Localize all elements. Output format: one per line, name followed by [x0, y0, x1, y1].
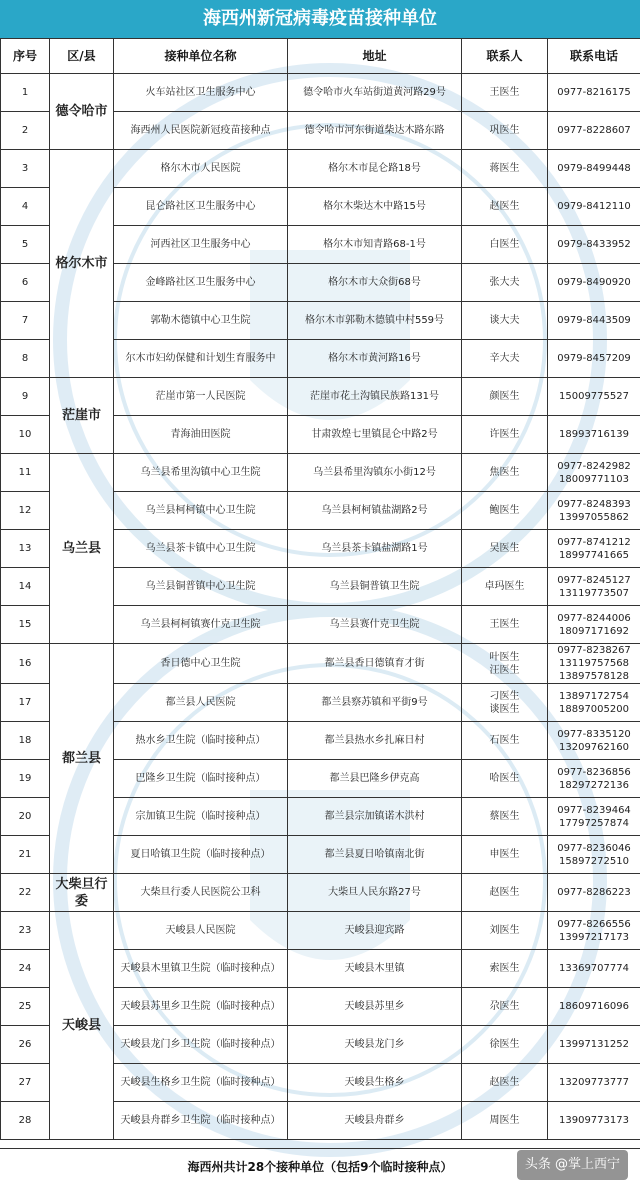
row-number: 26 [1, 1026, 50, 1064]
unit-name: 天峻县人民医院 [114, 912, 288, 950]
district-cell: 都兰县 [50, 644, 114, 874]
phone-number: 0979-8490920 [548, 264, 640, 302]
contact-person: 哈医生 [462, 760, 548, 798]
vaccination-sites-table [0, 38, 640, 1140]
district-cell: 茫崖市 [50, 378, 114, 454]
phone-number: 0979-8499448 [548, 150, 640, 188]
district-cell: 天峻县 [50, 912, 114, 1140]
address: 都兰县巴隆乡伊克高 [288, 760, 462, 798]
contact-person: 谈大夫 [462, 302, 548, 340]
address: 格尔木市郭勒木德镇中村559号 [288, 302, 462, 340]
address: 乌兰县茶卡镇盐湖路1号 [288, 530, 462, 568]
phone-number: 13369707774 [548, 950, 640, 988]
contact-person: 王医生 [462, 74, 548, 112]
phone-number: 0977-8228607 [548, 112, 640, 150]
district-cell: 格尔木市 [50, 150, 114, 378]
unit-name: 香日德中心卫生院 [114, 644, 288, 684]
row-number: 17 [1, 684, 50, 722]
phone-number: 18993716139 [548, 416, 640, 454]
row-number: 12 [1, 492, 50, 530]
address: 天峻县舟群乡 [288, 1102, 462, 1140]
phone-number: 0977-8248393 13997055862 [548, 492, 640, 530]
header-phone: 联系电话 [548, 39, 640, 74]
phone-number: 0977-8245127 13119773507 [548, 568, 640, 606]
contact-person: 刁医生 谈医生 [462, 684, 548, 722]
unit-name: 宗加镇卫生院（临时接种点） [114, 798, 288, 836]
row-number: 9 [1, 378, 50, 416]
address: 格尔木柴达木中路15号 [288, 188, 462, 226]
table-row [1, 378, 640, 416]
contact-person: 吴医生 [462, 530, 548, 568]
address: 德令哈市火车站街道黄河路29号 [288, 74, 462, 112]
header-address: 地址 [288, 39, 462, 74]
unit-name: 格尔木市人民医院 [114, 150, 288, 188]
row-number: 19 [1, 760, 50, 798]
row-number: 27 [1, 1064, 50, 1102]
row-number: 22 [1, 874, 50, 912]
contact-person: 赵医生 [462, 874, 548, 912]
unit-name: 郭勒木德镇中心卫生院 [114, 302, 288, 340]
phone-number: 0977-8238267 13119757568 13897578128 [548, 644, 640, 684]
unit-name: 天峻县木里镇卫生院（临时接种点） [114, 950, 288, 988]
table-row [1, 644, 640, 684]
row-number: 16 [1, 644, 50, 684]
address: 格尔木市大众街68号 [288, 264, 462, 302]
row-number: 2 [1, 112, 50, 150]
unit-name: 河西社区卫生服务中心 [114, 226, 288, 264]
unit-name: 都兰县人民医院 [114, 684, 288, 722]
row-number: 6 [1, 264, 50, 302]
contact-person: 石医生 [462, 722, 548, 760]
row-number: 25 [1, 988, 50, 1026]
phone-number: 0977-8335120 13209762160 [548, 722, 640, 760]
row-number: 28 [1, 1102, 50, 1140]
phone-number: 0977-8242982 18009771103 [548, 454, 640, 492]
phone-number: 0977-8236856 18297272136 [548, 760, 640, 798]
row-number: 21 [1, 836, 50, 874]
contact-person: 索医生 [462, 950, 548, 988]
phone-number: 0977-8286223 [548, 874, 640, 912]
summary-footer: 海西州共计28个接种单位（包括9个临时接种点） [0, 1148, 640, 1185]
address: 天峻县迎宾路 [288, 912, 462, 950]
table-row [1, 454, 640, 492]
unit-name: 天峻县舟群乡卫生院（临时接种点） [114, 1102, 288, 1140]
unit-name: 乌兰县铜普镇中心卫生院 [114, 568, 288, 606]
table-header-row [1, 39, 640, 74]
contact-person: 巩医生 [462, 112, 548, 150]
contact-person: 白医生 [462, 226, 548, 264]
phone-number: 13209773777 [548, 1064, 640, 1102]
contact-person: 焦医生 [462, 454, 548, 492]
address: 乌兰县希里沟镇东小街12号 [288, 454, 462, 492]
unit-name: 乌兰县柯柯镇中心卫生院 [114, 492, 288, 530]
unit-name: 金峰路社区卫生服务中心 [114, 264, 288, 302]
contact-person: 许医生 [462, 416, 548, 454]
phone-number: 0977-8216175 [548, 74, 640, 112]
unit-name: 天峻县苏里乡卫生院（临时接种点） [114, 988, 288, 1026]
unit-name: 巴隆乡卫生院（临时接种点） [114, 760, 288, 798]
address: 格尔木市昆仑路18号 [288, 150, 462, 188]
row-number: 14 [1, 568, 50, 606]
phone-number: 0977-8244006 18097171692 [548, 606, 640, 644]
contact-person: 赵医生 [462, 1064, 548, 1102]
address: 天峻县龙门乡 [288, 1026, 462, 1064]
contact-person: 赵医生 [462, 188, 548, 226]
address: 大柴旦人民东路27号 [288, 874, 462, 912]
address: 天峻县生格乡 [288, 1064, 462, 1102]
address: 乌兰县赛什克卫生院 [288, 606, 462, 644]
row-number: 1 [1, 74, 50, 112]
address: 茫崖市花土沟镇民族路131号 [288, 378, 462, 416]
contact-person: 辛大夫 [462, 340, 548, 378]
phone-number: 0977-8236046 15897272510 [548, 836, 640, 874]
row-number: 4 [1, 188, 50, 226]
row-number: 8 [1, 340, 50, 378]
header-no: 序号 [1, 39, 50, 74]
address: 天峻县苏里乡 [288, 988, 462, 1026]
contact-person: 刘医生 [462, 912, 548, 950]
address: 都兰县察苏镇和平街9号 [288, 684, 462, 722]
contact-person: 叶医生 汪医生 [462, 644, 548, 684]
header-contact: 联系人 [462, 39, 548, 74]
contact-person: 周医生 [462, 1102, 548, 1140]
unit-name: 乌兰县希里沟镇中心卫生院 [114, 454, 288, 492]
row-number: 11 [1, 454, 50, 492]
unit-name: 昆仑路社区卫生服务中心 [114, 188, 288, 226]
row-number: 18 [1, 722, 50, 760]
row-number: 20 [1, 798, 50, 836]
page-title: 海西州新冠病毒疫苗接种单位 [0, 0, 640, 38]
phone-number: 0979-8412110 [548, 188, 640, 226]
district-cell: 大柴旦行委 [50, 874, 114, 912]
phone-number: 13909773173 [548, 1102, 640, 1140]
address: 乌兰县柯柯镇盐湖路2号 [288, 492, 462, 530]
unit-name: 夏日哈镇卫生院（临时接种点） [114, 836, 288, 874]
row-number: 7 [1, 302, 50, 340]
phone-number: 13897172754 18897005200 [548, 684, 640, 722]
unit-name: 海西州人民医院新冠疫苗接种点 [114, 112, 288, 150]
contact-person: 鲍医生 [462, 492, 548, 530]
address: 格尔木市黄河路16号 [288, 340, 462, 378]
unit-name: 天峻县龙门乡卫生院（临时接种点） [114, 1026, 288, 1064]
unit-name: 天峻县生格乡卫生院（临时接种点） [114, 1064, 288, 1102]
row-number: 10 [1, 416, 50, 454]
phone-number: 0977-8741212 18997741665 [548, 530, 640, 568]
contact-person: 张大夫 [462, 264, 548, 302]
table-row [1, 912, 640, 950]
table-row [1, 74, 640, 112]
contact-person: 王医生 [462, 606, 548, 644]
table-row [1, 874, 640, 912]
header-unit: 接种单位名称 [114, 39, 288, 74]
source-credit: 头条 @掌上西宁 [517, 1150, 628, 1180]
phone-number: 13997131252 [548, 1026, 640, 1064]
row-number: 23 [1, 912, 50, 950]
address: 格尔木市知青路68-1号 [288, 226, 462, 264]
address: 天峻县木里镇 [288, 950, 462, 988]
unit-name: 乌兰县茶卡镇中心卫生院 [114, 530, 288, 568]
address: 都兰县热水乡扎麻日村 [288, 722, 462, 760]
unit-name: 热水乡卫生院（临时接种点） [114, 722, 288, 760]
phone-number: 18609716096 [548, 988, 640, 1026]
address: 都兰县香日德镇育才街 [288, 644, 462, 684]
phone-number: 15009775527 [548, 378, 640, 416]
row-number: 13 [1, 530, 50, 568]
contact-person: 蔡医生 [462, 798, 548, 836]
contact-person: 颜医生 [462, 378, 548, 416]
row-number: 15 [1, 606, 50, 644]
unit-name: 青海油田医院 [114, 416, 288, 454]
row-number: 3 [1, 150, 50, 188]
district-cell: 乌兰县 [50, 454, 114, 644]
contact-person: 卓玛医生 [462, 568, 548, 606]
contact-person: 尕医生 [462, 988, 548, 1026]
header-district: 区/县 [50, 39, 114, 74]
address: 乌兰县铜普镇卫生院 [288, 568, 462, 606]
unit-name: 茫崖市第一人民医院 [114, 378, 288, 416]
district-cell: 德令哈市 [50, 74, 114, 150]
address: 德令哈市河东街道柴达木路东路 [288, 112, 462, 150]
row-number: 24 [1, 950, 50, 988]
contact-person: 申医生 [462, 836, 548, 874]
contact-person: 蒋医生 [462, 150, 548, 188]
phone-number: 0979-8457209 [548, 340, 640, 378]
contact-person: 徐医生 [462, 1026, 548, 1064]
address: 都兰县宗加镇诺木洪村 [288, 798, 462, 836]
unit-name: 尔木市妇幼保健和计划生育服务中 [114, 340, 288, 378]
address: 甘肃敦煌七里镇昆仑中路2号 [288, 416, 462, 454]
unit-name: 火车站社区卫生服务中心 [114, 74, 288, 112]
phone-number: 0979-8433952 [548, 226, 640, 264]
unit-name: 乌兰县柯柯镇赛什克卫生院 [114, 606, 288, 644]
unit-name: 大柴旦行委人民医院公卫科 [114, 874, 288, 912]
phone-number: 0979-8443509 [548, 302, 640, 340]
address: 都兰县夏日哈镇南北街 [288, 836, 462, 874]
row-number: 5 [1, 226, 50, 264]
phone-number: 0977-8239464 17797257874 [548, 798, 640, 836]
table-row [1, 150, 640, 188]
phone-number: 0977-8266556 13997217173 [548, 912, 640, 950]
